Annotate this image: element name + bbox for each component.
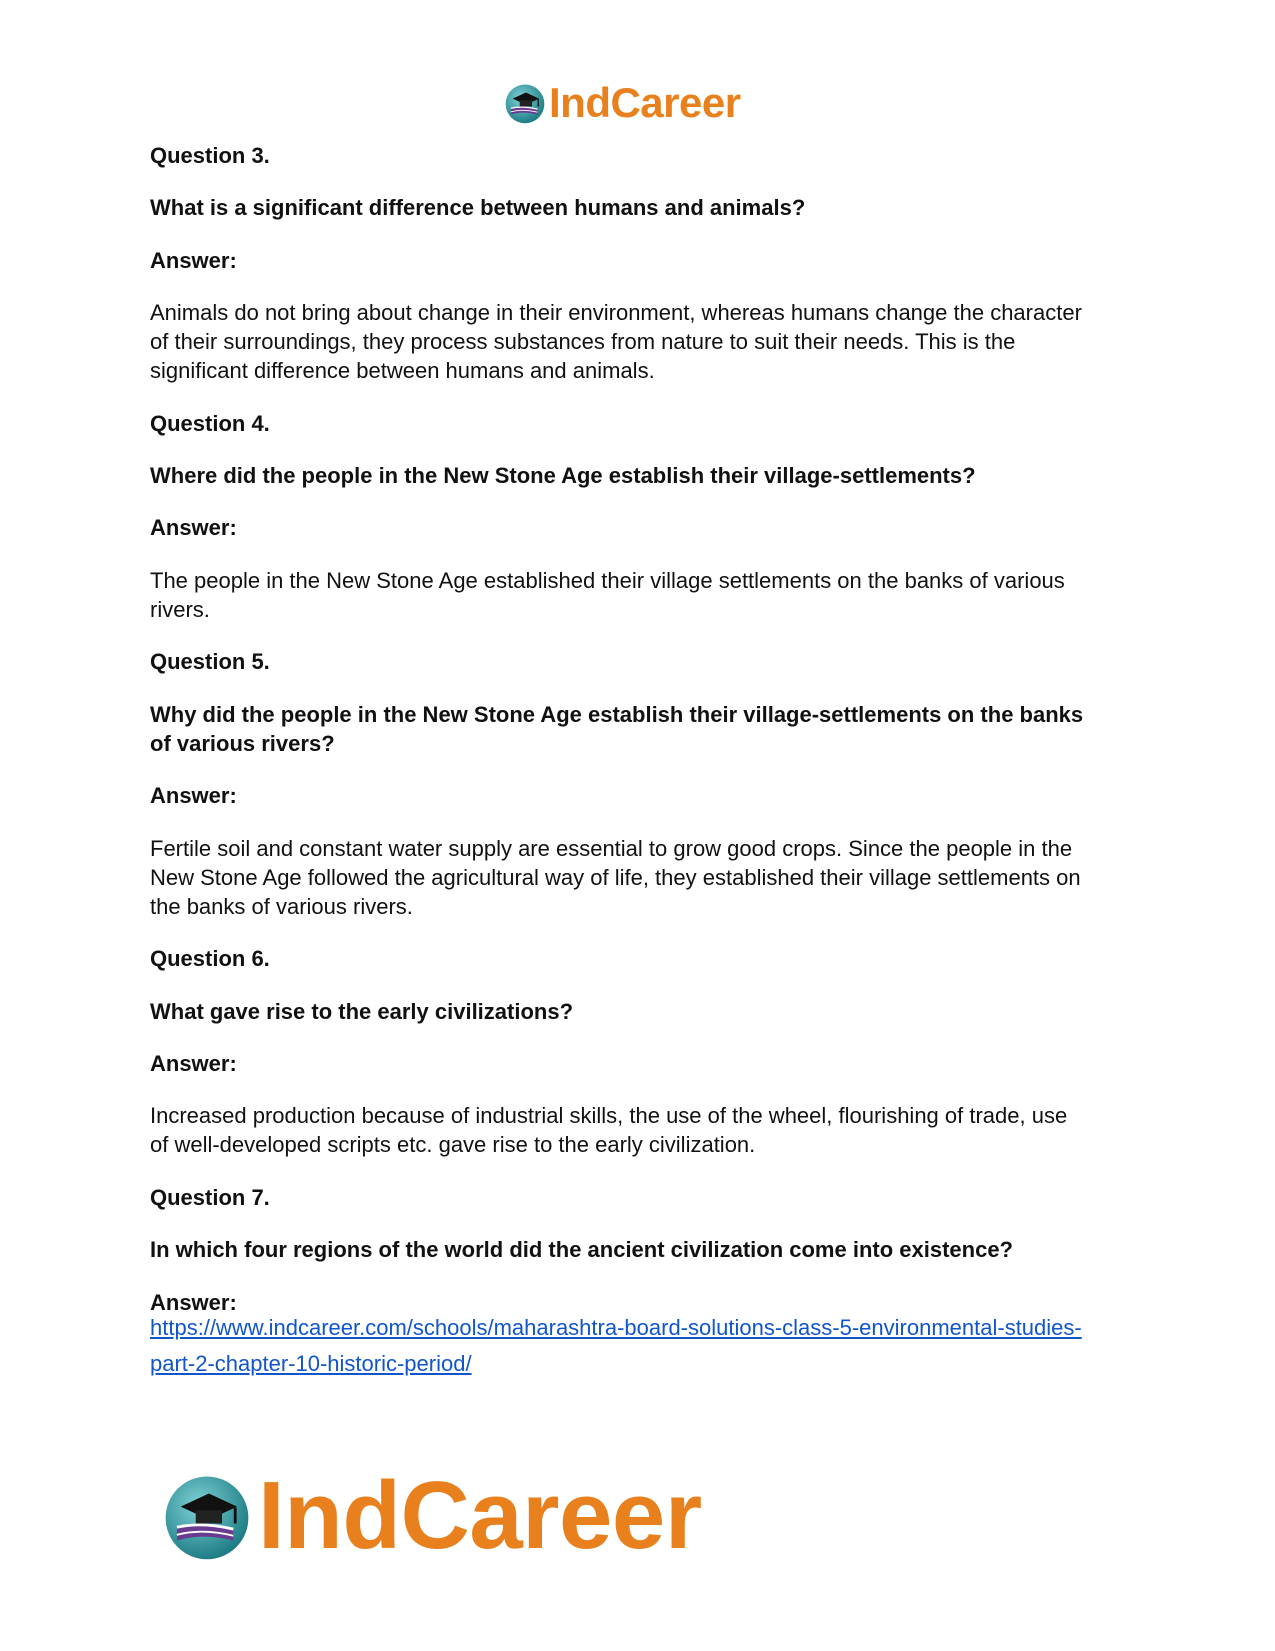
answer-line: the banks of various rivers. bbox=[150, 894, 413, 919]
answer-line: Increased production because of industrial skills, the use of the wheel, flourishing of trade, use bbox=[150, 1103, 1068, 1128]
header-logo[interactable] bbox=[503, 78, 741, 128]
header-logo-text: IndCareer bbox=[549, 79, 741, 126]
footer-logo-text: IndCareer bbox=[258, 1462, 702, 1569]
answer-line: Animals do not bring about change in their environment, whereas humans change the character bbox=[150, 300, 1082, 325]
question-label: Question 5. bbox=[150, 649, 270, 674]
question-label: Question 7. bbox=[150, 1185, 270, 1210]
answer-line: significant difference between humans and animals. bbox=[150, 358, 655, 383]
question-label: Question 4. bbox=[150, 411, 270, 436]
answer-line: The people in the New Stone Age established their village settlements on the banks of various bbox=[150, 568, 1065, 593]
answer-line: Fertile soil and constant water supply are essential to grow good crops. Since the people in the bbox=[150, 836, 1073, 861]
source-link-line: part-2-chapter-10-historic-period/ bbox=[150, 1351, 472, 1376]
question-text: of various rivers? bbox=[150, 731, 335, 756]
source-link-block bbox=[150, 1310, 1130, 1382]
question-text: What is a significant difference between humans and animals? bbox=[150, 195, 806, 220]
answer-line: New Stone Age followed the agricultural way of life, they established their village settlements on bbox=[150, 865, 1081, 890]
question-label: Question 3. bbox=[150, 143, 270, 168]
answer-label: Answer: bbox=[150, 1290, 237, 1315]
answer-label: Answer: bbox=[150, 515, 237, 540]
answer-label: Answer: bbox=[150, 1051, 237, 1076]
source-link-line: https://www.indcareer.com/schools/maharashtra-board-solutions-class-5-environmental-studies- bbox=[150, 1315, 1082, 1340]
footer-logo[interactable] bbox=[160, 1462, 702, 1569]
question-text: In which four regions of the world did the ancient civilization come into existence? bbox=[150, 1237, 1013, 1262]
question-text: Where did the people in the New Stone Age establish their village-settlements? bbox=[150, 463, 976, 488]
graduation-cap-book-icon bbox=[160, 1469, 254, 1563]
question-text: Why did the people in the New Stone Age establish their village-settlements on the banks bbox=[150, 702, 1084, 727]
answer-line: of well-developed scripts etc. gave rise to the early civilization. bbox=[150, 1132, 756, 1157]
question-text: What gave rise to the early civilizations? bbox=[150, 999, 574, 1024]
answer-label: Answer: bbox=[150, 783, 237, 808]
question-label: Question 6. bbox=[150, 946, 270, 971]
answer-line: of their surroundings, they process substances from nature to suit their needs. This is the bbox=[150, 329, 1016, 354]
source-link[interactable] bbox=[150, 1315, 1082, 1376]
answer-label: Answer: bbox=[150, 248, 237, 273]
graduation-cap-book-icon bbox=[503, 81, 547, 125]
answer-line: rivers. bbox=[150, 597, 210, 622]
